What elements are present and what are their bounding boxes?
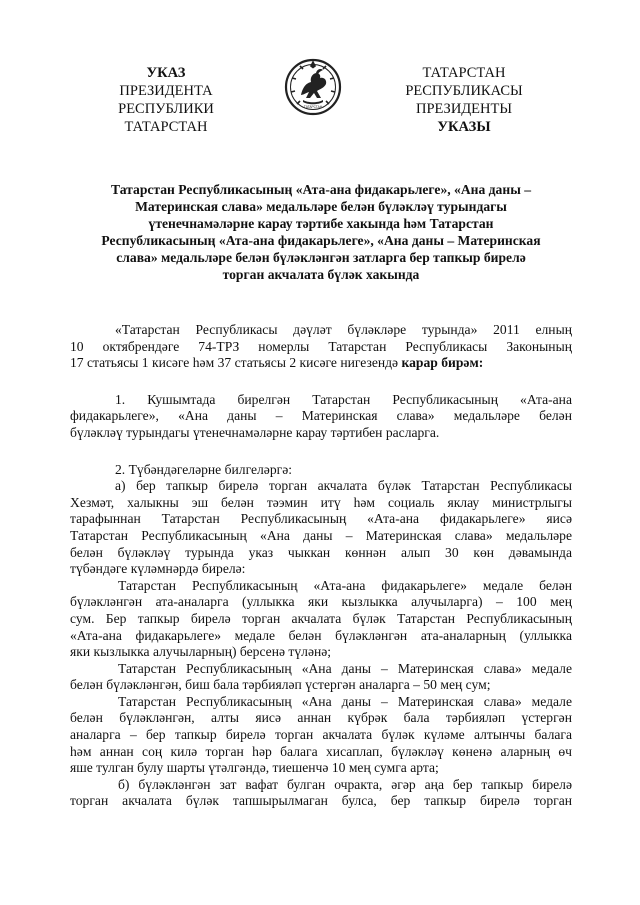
preamble — [70, 322, 572, 372]
item2-p2-line: белән бүләкләнгән, биш бала тәрбияләп үстергән аналарга – 50 мең сум; — [70, 677, 491, 693]
item2a-line: тарафыннан Татарстан Республикасының «Ата-ана фидакарьлеге» яисә — [70, 511, 572, 527]
item2-p2-line: Татарстан Республикасының «Ана даны – Материнская слава» медале — [118, 660, 572, 676]
header-right-line-2: ПРЕЗИДЕНТЫ — [415, 101, 513, 117]
item2-p1-line: «Ата-ана фидакарьлеге» медале белән бүләкләнгән ата-аналарның (уллыкка — [70, 627, 572, 643]
item2a-line: Татарстан Республикасының «Ана даны – Материнская слава» медальләре — [70, 527, 572, 543]
decree-title — [62, 181, 580, 283]
item2-p3-line: аналарга – бер тапкыр бирелә торган акчалата бүләк күләме алтынчы балага — [70, 727, 572, 743]
item2a-line: Хезмәт, халыкны эш белән тәэмин итү һәм социаль яклау министрлыгы — [70, 494, 572, 510]
header-left-line-3: РЕСПУБЛИКИ ТАТАРСТАН — [118, 101, 214, 135]
title-line: үтенечнамәләрне карау тәртибе хакында һәм Татарстан — [148, 216, 494, 231]
svg-text:ТАТАРСТАН: ТАТАРСТАН — [303, 105, 323, 109]
title-line: Материнская слава» медальләре белән бүләкләү турындагы — [135, 199, 507, 214]
item2a-line: белән бүләкләү турында указ чыккан көннән алып 30 көн дәвамында — [70, 544, 572, 560]
item1-line: 1. Кушымтада бирелгән Татарстан Республикасының «Ата-ана — [115, 391, 572, 407]
preamble-line: «Татарстан Республикасы дәүләт бүләкләре турында» 2011 елның — [115, 322, 572, 337]
preamble-line-last — [70, 355, 572, 372]
item1-line: бүләкләү турындагы үтенечнамәләрне карау тәртибен расларга. — [70, 424, 440, 440]
header-right-line-3: УКАЗЫ — [437, 119, 491, 135]
item2-heading: 2. Түбәндәгеләрне билгеләргә: — [115, 461, 293, 477]
item2b-line: торган акчалата бүләк тапшырылмаган булса, бер тапкыр бирелә торган — [70, 793, 572, 809]
item2-p1-line: сум. Бер тапкыр бирелә торган акчалата бүләк Татарстан Республикасының — [70, 610, 572, 626]
item-1 — [70, 392, 572, 442]
item2-p3-line: Татарстан Республикасының «Ана даны – Материнская слава» медале — [118, 693, 572, 709]
title-line: Республикасының «Ата-ана фидакарьлеге», «Ана даны – Материнская — [101, 233, 541, 248]
preamble-text: 17 статьясы 1 кисәге һәм 37 статьясы 2 кисәге нигезендә — [70, 355, 399, 371]
title-line: Татарстан Республикасының «Ата-ана фидакарьлеге», «Ана даны – — [111, 182, 531, 197]
item2-p3-line: һәм аннан соң килә торган һәр балага хисаплап, бүләкләү көненә аларның өч — [70, 743, 572, 759]
header-left-line-1: УКАЗ — [146, 65, 186, 81]
item2-p3-line: яше тулган булу шарты үтәлгәндә, тиешенчә 10 мең сумга арта; — [70, 760, 439, 776]
item2-p1-line: Татарстан Республикасының «Ата-ана фидакарьлеге» медале белән — [118, 577, 572, 593]
item2a-line: а) бер тапкыр бирелә торган акчалата бүләк Татарстан Республикасы — [115, 478, 572, 494]
item1-line: фидакарьлеге», «Ана даны – Материнская слава» медальләре белән — [70, 408, 572, 424]
item2b-line: б) бүләкләнгән зат вафат булган очракта, әгәр аңа бер тапкыр бирелә — [118, 776, 572, 792]
header-left-line-2: ПРЕЗИДЕНТА — [119, 83, 213, 99]
item2-p1-line: бүләкләнгән ата-аналарга (уллыкка яки кызлыкка алучыларга) – 100 мең — [70, 594, 572, 610]
decree-body — [70, 322, 572, 810]
title-line: торган акчалата бүләк хакында — [222, 267, 420, 282]
item-2 — [70, 462, 572, 810]
item2a-line: түбәндәге күләмнәрдә бирелә: — [70, 561, 246, 577]
header-russian — [78, 64, 254, 136]
preamble-line: 10 октябрендәге 74-ТРЗ номерлы Татарстан Республикасы Законының — [70, 338, 572, 354]
tatarstan-coat-of-arms-icon — [283, 56, 343, 122]
header-right-line-1: ТАТАРСТАН РЕСПУБЛИКАСЫ — [405, 65, 523, 99]
title-line: слава» медальләре белән бүләкләнгән затларга бер тапкыр бирелә — [116, 250, 526, 265]
decision-phrase: карар бирәм: — [401, 355, 484, 371]
item2-p1-line: яки кызлыкка алучыларның) берсенә түләнә; — [70, 644, 332, 660]
document-header — [0, 64, 640, 134]
header-tatar — [364, 64, 564, 136]
item2-p3-line: белән бүләкләнгән, алты яисә аннан күбрәк бала тәрбияләп үстергән — [70, 710, 572, 726]
